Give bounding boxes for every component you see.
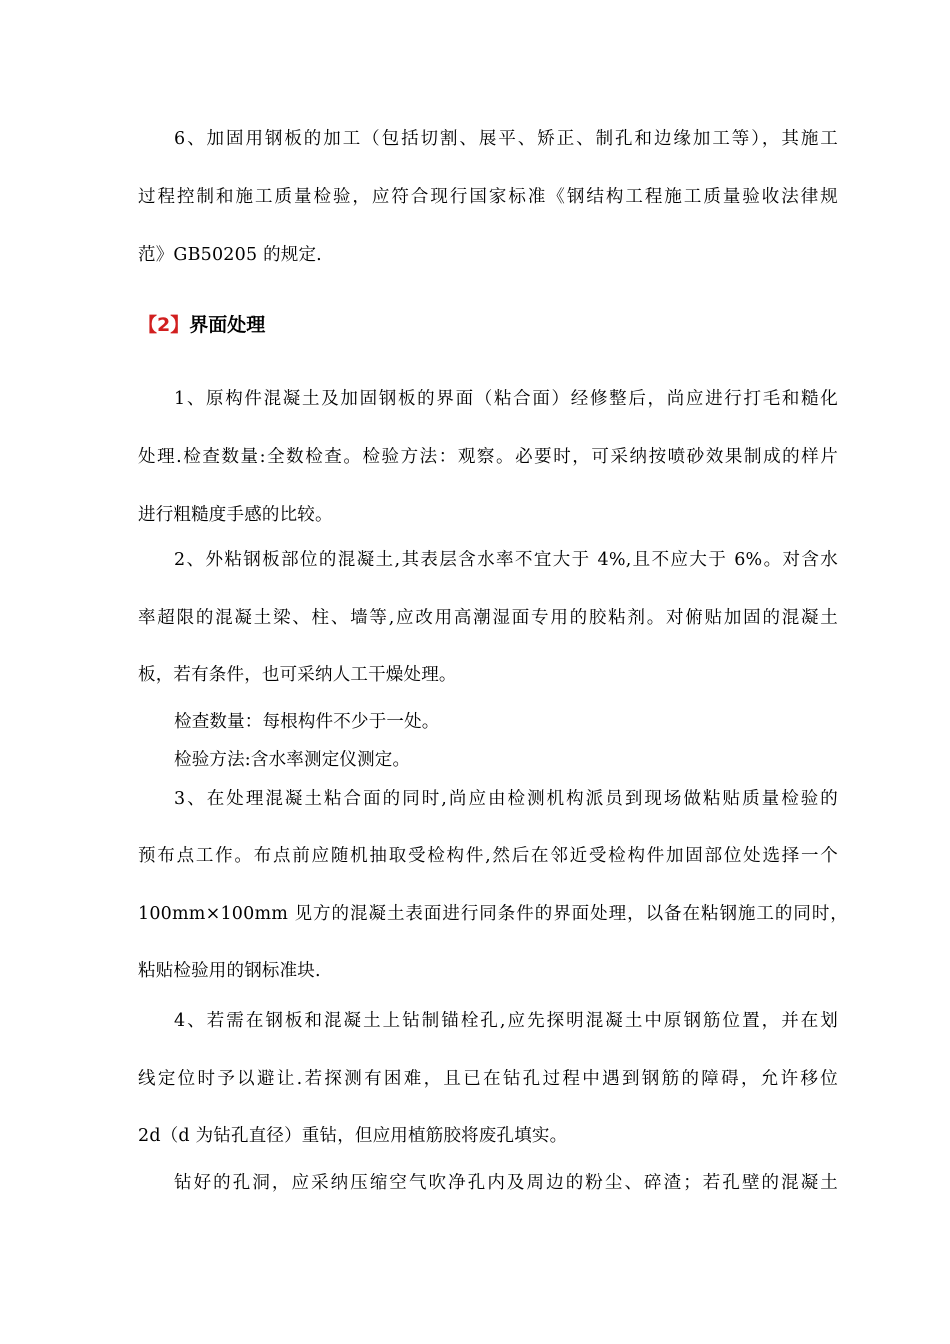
paragraph-1-line-1: 1、原构件混凝土及加固钢板的界面（粘合面）经修整后，尚应进行打毛和糙化 — [174, 389, 838, 409]
paragraph-4-line-1: 4、若需在钢板和混凝土上钻制锚栓孔,应先探明混凝土中原钢筋位置，并在划 — [174, 1011, 838, 1031]
paragraph-3-line-2: 预布点工作。布点前应随机抽取受检构件,然后在邻近受检构件加固部位处选择一个 — [138, 846, 838, 866]
heading-number: 2 — [157, 314, 171, 336]
paragraph-4-line-3: 2d（d 为钻孔直径）重钻，但应用植筋胶将废孔填实。 — [138, 1126, 568, 1146]
paragraph-1-line-2: 处理.检查数量:全数检查。检验方法：观察。必要时，可采纳按喷砂效果制成的样片 — [138, 447, 838, 467]
section-heading — [138, 313, 265, 337]
check-quantity-line: 检查数量：每根构件不少于一处。 — [174, 712, 440, 732]
paragraph-3-line-1: 3、在处理混凝土粘合面的同时,尚应由检测机构派员到现场做粘贴质量检验的 — [174, 789, 838, 809]
check-method-line: 检验方法:含水率测定仪测定。 — [174, 750, 411, 770]
paragraph-6-line-1: 6、加固用钢板的加工（包括切割、展平、矫正、制孔和边缘加工等），其施工 — [174, 129, 838, 149]
paragraph-5-line-1: 钻好的孔洞，应采纳压缩空气吹净孔内及周边的粉尘、碎渣；若孔壁的混凝土 — [174, 1173, 838, 1193]
paragraph-3-line-4: 粘贴检验用的钢标准块. — [138, 961, 321, 981]
paragraph-2-line-2: 率超限的混凝土梁、柱、墙等,应改用高潮湿面专用的胶粘剂。对俯贴加固的混凝土 — [138, 608, 838, 628]
heading-title: 界面处理 — [189, 314, 266, 336]
paragraph-1-line-3: 进行粗糙度手感的比较。 — [138, 505, 333, 525]
paragraph-3-line-3: 100mm×100mm 见方的混凝土表面进行同条件的界面处理，以备在粘钢施工的同时， — [138, 904, 848, 924]
paragraph-4-line-2: 线定位时予以避让.若探测有困难，且已在钻孔过程中遇到钢筋的障碍，允许移位 — [138, 1069, 838, 1089]
heading-bracket-close: 】 — [170, 314, 190, 336]
paragraph-2-line-3: 板，若有条件，也可采纳人工干燥处理。 — [138, 665, 457, 685]
heading-bracket-open: 【 — [138, 314, 158, 336]
paragraph-6-line-2: 过程控制和施工质量检验，应符合现行国家标准《钢结构工程施工质量验收法律规 — [138, 187, 838, 207]
paragraph-2-line-1: 2、外粘钢板部位的混凝土,其表层含水率不宜大于 4%,且不应大于 6%。对含水 — [174, 550, 838, 570]
paragraph-6-line-3: 范》GB50205 的规定. — [138, 245, 322, 265]
